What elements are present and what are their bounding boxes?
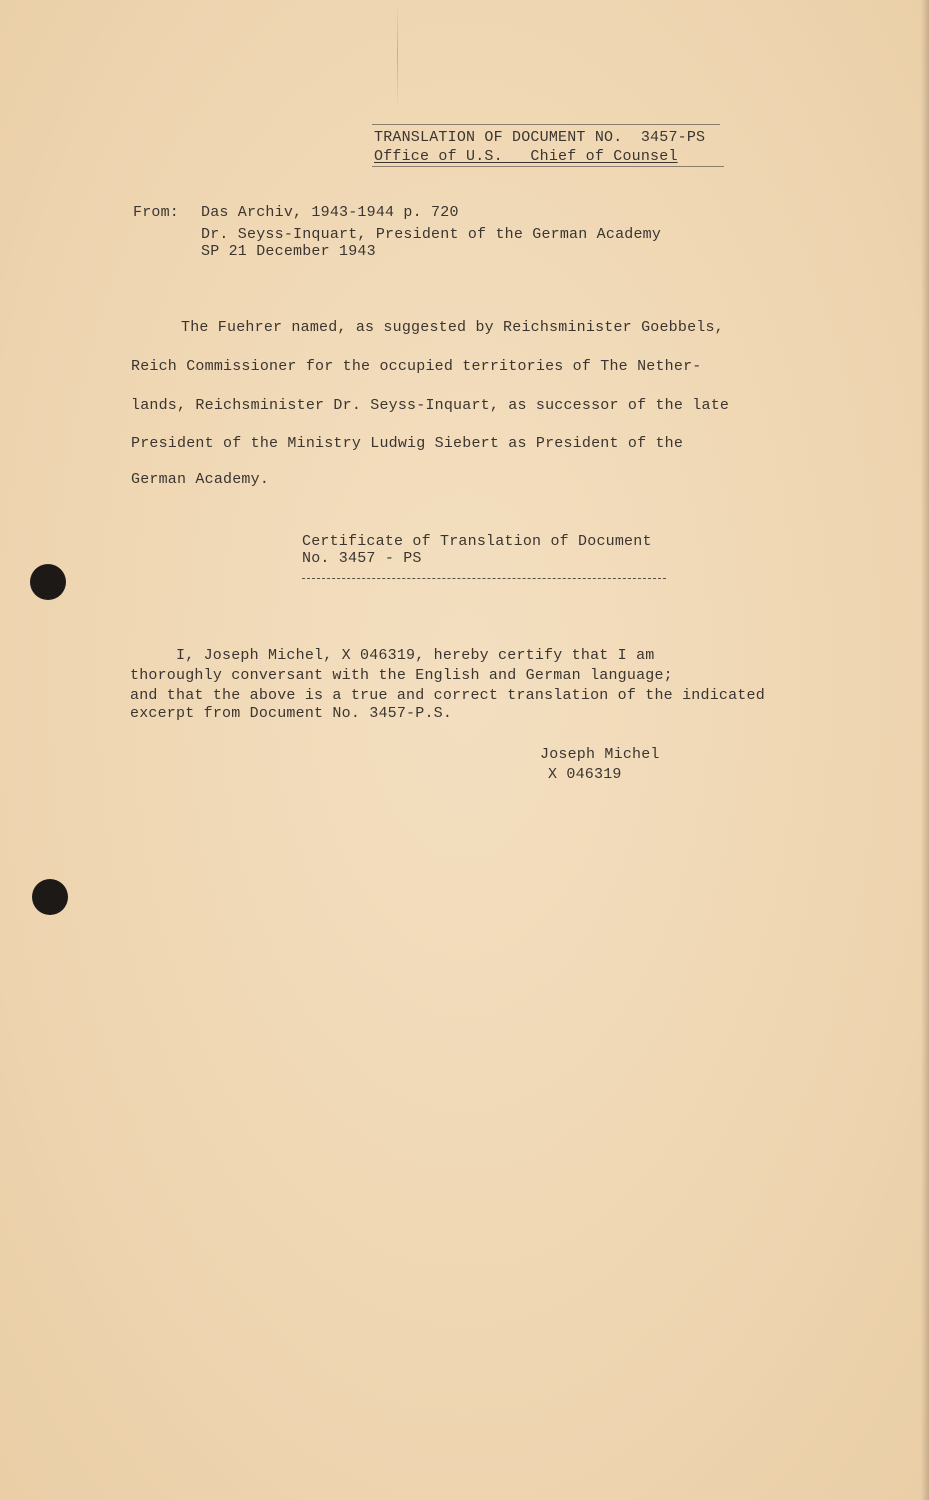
certification-line: thoroughly conversant with the English and German language;: [130, 667, 673, 684]
certificate-document-number: No. 3457 - PS: [302, 550, 422, 567]
source-line-3: SP 21 December 1943: [201, 243, 376, 260]
body-line: President of the Ministry Ludwig Siebert as President of the: [131, 435, 684, 452]
certification-line: I, Joseph Michel, X 046319, hereby certify that I am: [176, 647, 655, 664]
certificate-heading: Certificate of Translation of Document: [302, 533, 652, 550]
office-line: Office of U.S. Chief of Counsel: [374, 148, 678, 165]
certificate-dashed-rule: [302, 578, 666, 579]
source-line-2: Dr. Seyss-Inquart, President of the German Academy: [201, 226, 662, 243]
page-edge-shadow: [921, 0, 929, 1500]
from-label: From:: [133, 204, 180, 221]
certification-line: and that the above is a true and correct translation of the indicated: [130, 687, 765, 704]
header-bottom-rule: [372, 166, 724, 167]
header-top-rule: [372, 124, 720, 125]
punch-hole: [32, 879, 68, 915]
body-line: Reich Commissioner for the occupied territories of The Nether-: [131, 358, 702, 375]
signer-id: X 046319: [548, 766, 622, 783]
certification-line: excerpt from Document No. 3457-P.S.: [130, 705, 453, 722]
body-line: lands, Reichsminister Dr. Seyss-Inquart, as successor of the late: [131, 397, 730, 414]
punch-hole: [30, 564, 66, 600]
document-title: TRANSLATION OF DOCUMENT NO. 3457-PS: [374, 129, 706, 146]
paper-crease: [397, 0, 398, 110]
body-line: The Fuehrer named, as suggested by Reichsminister Goebbels,: [181, 319, 724, 336]
body-line: German Academy.: [131, 471, 270, 488]
signer-name: Joseph Michel: [540, 746, 660, 763]
source-line-1: Das Archiv, 1943-1944 p. 720: [201, 204, 459, 221]
